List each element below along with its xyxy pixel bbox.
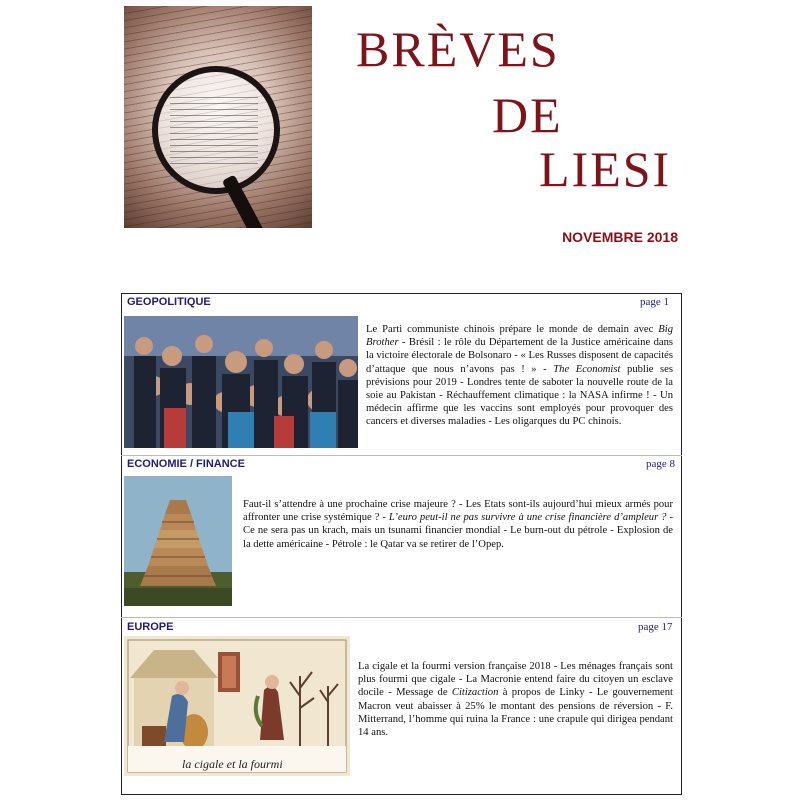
masthead-title-line-3: LIESI xyxy=(539,141,672,197)
text-segment: à propos de Linky - Le gouvernement Macron veut abaisser à 25% le montant des pensions de réversion - F. Mitterrand, l’homme qui ruina la France : une crapule qui dirigea pendant 14 ans. xyxy=(358,687,673,739)
italic-text-segment: Big Brother xyxy=(366,324,673,349)
issue-date: NOVEMBRE 2018 xyxy=(562,229,678,245)
illustration-caption: la cigale et la fourmi xyxy=(182,757,283,771)
italic-text-segment: L’euro peut-il ne pas survivre à une crise financière d’ampleur ? xyxy=(388,512,667,524)
masthead-title-line-2: DE xyxy=(492,87,563,143)
section-text-economie-finance xyxy=(243,498,673,551)
crowd-photo xyxy=(124,316,358,448)
masthead-title-line-1: BRÈVES xyxy=(356,21,560,77)
tower-of-babel-painting xyxy=(124,476,232,606)
text-segment: - Ce ne sera pas un krach, mais un tsunami financier mondial - Le burn-out du pétrole - Explosion de la dette américaine - Pétrole : le Qatar va se retirer de l’Opep. xyxy=(243,512,673,550)
section-page-economie-finance: page 8 xyxy=(646,458,676,470)
section-page-europe: page 17 xyxy=(638,621,673,633)
italic-text-segment: The Economist xyxy=(553,363,621,375)
section-heading-europe: EUROPE xyxy=(127,621,174,633)
section-text-europe xyxy=(358,660,673,739)
text-segment: La cigale et la fourmi version française 2018 - Les ménages français sont plus fourmi que cigale - La Macronie entend faire du citoyen un esclave docile - Message de xyxy=(358,661,673,699)
text-segment: Faut-il s’attendre à une prochaine crise majeure ? - Les Etats sont-ils aujourd’hui mieux armés pour affronter une crise systémique ? - xyxy=(243,499,673,524)
text-segment: publie ses prévisions pour 2019 - Londres tente de saboter la nouvelle route de la soie au Pakistan - Réchauffement climatique : la NASA infirme ! - Un médecin affirme que les vaccins sont employés pour provoquer des cancers et diverses maladies - Les oligarques du PC chinois. xyxy=(366,363,674,428)
magnifying-glass-image xyxy=(124,6,312,228)
section-divider xyxy=(121,617,682,618)
cigale-fourmi-illustration xyxy=(124,636,350,776)
italic-text-segment: Citizaction xyxy=(451,687,499,699)
section-divider xyxy=(121,455,682,456)
section-heading-economie-finance: ECONOMIE / FINANCE xyxy=(127,458,245,470)
section-text-geopolitique xyxy=(366,323,673,429)
text-segment: Le Parti communiste chinois prépare le monde de demain avec xyxy=(366,324,659,335)
section-heading-geopolitique: GEOPOLITIQUE xyxy=(127,296,211,308)
text-segment: - Brésil : le rôle du Département de la Justice américaine dans la victoire électorale de Bolsonaro - « Les Russes disposent de capacités d’attaque que nous n’avons pas ! » - xyxy=(366,337,673,375)
section-page-geopolitique: page 1 xyxy=(640,296,670,308)
